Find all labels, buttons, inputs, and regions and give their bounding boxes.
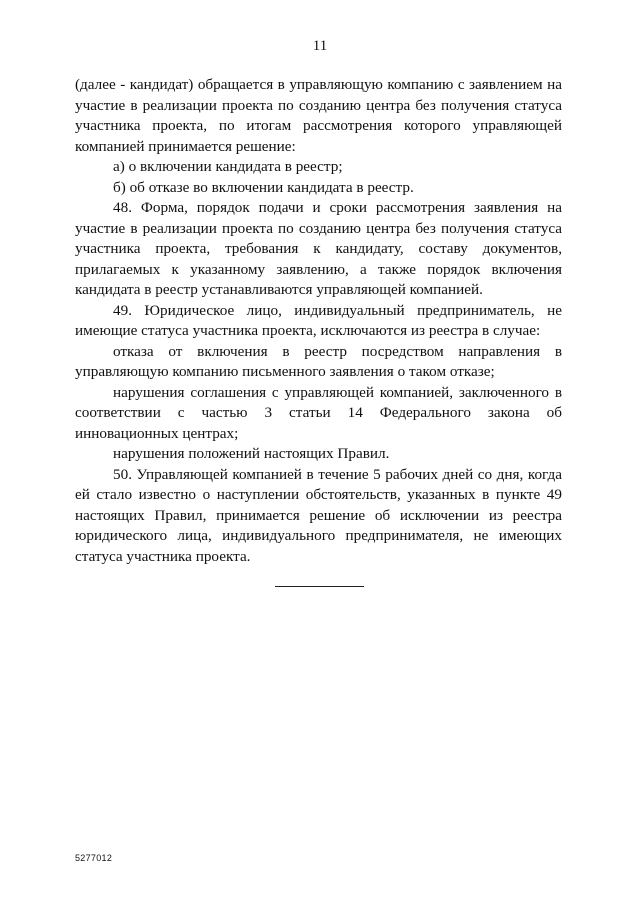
- document-code: 5277012: [75, 853, 113, 863]
- paragraph-clause-49-refusal: отказа от включения в реестр посредством направления в управляющую компанию письменного заявления о таком отказе;: [75, 342, 562, 380]
- paragraph-clause-49-rules-violation: нарушения положений настоящих Правил.: [113, 445, 390, 462]
- paragraph-clause-49-agreement-violation: нарушения соглашения с управляющей компанией, заключенного в соответствии с частью 3 статьи 14 Федерального закона об инновационных центрах;: [75, 383, 562, 442]
- paragraph-option-a: а) о включении кандидата в реестр;: [113, 158, 343, 175]
- paragraph-clause-49: 49. Юридическое лицо, индивидуальный предприниматель, не имеющие статуса участника проекта, исключаются из реестра в случае:: [75, 301, 562, 339]
- paragraph-candidate-application: (далее - кандидат) обращается в управляющую компанию с заявлением на участие в реализации проекта по созданию центра без получения статуса участника проекта, по итогам рассмотрения которого управляющей компанией принимается решение:: [75, 76, 562, 155]
- paragraph-option-b: б) об отказе во включении кандидата в реестр.: [113, 178, 414, 196]
- document-body: [75, 75, 562, 567]
- paragraph-clause-48: 48. Форма, порядок подачи и сроки рассмотрения заявления на участие в реализации проекта по созданию центра без получения статуса участника проекта, требования к кандидату, составу документов, прилагаемых к указанному заявлению, а также порядок включения кандидата в реестр устанавливаются управляющей компанией.: [75, 199, 562, 298]
- page-number: 11: [312, 38, 328, 54]
- end-separator-line: [275, 586, 364, 587]
- paragraph-clause-50: 50. Управляющей компанией в течение 5 рабочих дней со дня, когда ей стало известно о наступлении обстоятельств, указанных в пункте 49 настоящих Правил, принимается решение об исключении из реестра юридического лица, индивидуального предпринимателя, не имеющих статуса участника проекта.: [75, 465, 562, 565]
